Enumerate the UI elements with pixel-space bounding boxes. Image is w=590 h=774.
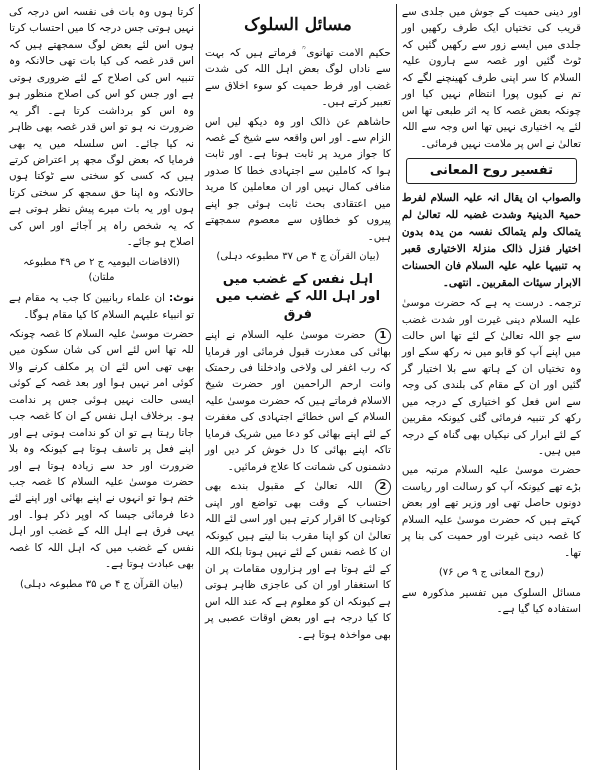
note-label: نوٹ: [168,292,194,305]
paragraph-1: حکیم الامت تھانوی ؒ فرماتے ہیں کہ بہت سے ناداں لوگ بعض اہل اللہ کی شدت غضب اور فرط حمیت کو سوء اخلاق سے تعبیر کرتے ہیں۔ [204,46,391,109]
reference: (بیان القرآن ج ۴ ص ۳۷ مطبوعہ دہلی) [216,251,380,263]
paragraph-2: حضرت موسیٰ علیہ السلام کا غصہ چونکہ للہ تھا اس لئے اس کی شان سکون میں بھی تھی اس لئے ان پر مکلف کرنے والا کوئی امر نہیں ہوا اور بعد غصہ کے کوئی ایسی حالت نہیں ہوئی جس پر ندامت ہو۔ برخلاف اہل نفس کے ان کا غصہ جب جاتا رہتا ہے تو ان کو ندامت ہوتی ہے اور اپنے فعل پر تاسف ہوتا ہے کیونکہ وہ بلا ضرورت اور حد سے زیادہ ہوتا ہے اور حضرت موسیٰ علیہ السلام کا غصہ جب ختم ہوا تو انہوں نے اپنے بھائی اور اپنے لئے دعا فرمائی جیسا کہ اوپر ذکر ہوا۔ اور یہی فرق ہے اہل اللہ کے غضب اور اہل نفس کے غضب میں کہ اہل اللہ کا غصہ بھی عبادت ہوتا ہے۔ [9,328,194,571]
point-1-text: حضرت موسیٰ علیہ السلام نے اپنے بھائی کی معذرت قبول فرمائی اور فرمایا کہ رب اغفر لی ولاخی وادخلنا فی رحمتک وانت ارحم الراحمین اور حضرت شیخ الاسلام فرماتے ہیں کہ حضرت موسیٰ علیہ السلام کے اس خطائے اجتہادی کی مغفرت کے لئے اپنے بھائی کو دعا میں شریک فرمایا تاکہ اپنے بھائی کا دل خوش کر دیں اور دشمنوں کی شماتت کا علاج فرمائیں۔ [204,328,391,473]
left-column [4,4,199,770]
paragraph-2: حاشاھم عن ذالک اور وہ دیکھ لیں اس الزام سے۔ اور اس واقعہ سے شیخ کے غصہ کا جواز مرید پر ثابت ہوتا ہے۔ اور ثابت ہوا کہ کاملین سے اجتہادی خطا کا صدور منافی کمال نہیں اور ان معاملین کا مرید میں اعتقادی بحث ثابت ہوئی جو اپنے پیروں کو خطاؤں سے معصوم سمجھتے ہیں۔ [204,115,391,243]
reference-2: (بیان القرآن ج ۴ ص ۳۵ مطبوعہ دہلی) [20,578,183,590]
right-column [397,4,586,770]
intro-paragraph: اور دینی حمیت کے جوش میں جلدی سے قریب کی تختیاں ایک طرف رکھیں اور جلدی میں ایسے زور سے رکھیں گئیں کہ ٹوٹ گئیں اور غصہ سے ہارون علیہ السلام کا سر اپنی طرف کھینچنے لگے کہ تم نے کیوں پورا انتظام نہیں کیا اور چونکہ بعض غصہ کا یہ اثر طبعی تھا اس لئے یہ اختیاری نہیں تھا اس وجہ سے اللہ تعالیٰ نے اس پر ملامت نہیں فرمائی۔ [401,6,581,150]
note-text: ان علماء ربانیین کا جب یہ مقام ہے تو انبیاء علیہم السلام کا کیا مقام ہوگا۔ [9,292,194,321]
paragraph-1: کرتا ہوں وہ بات فی نفسہ اس درجہ کی نہیں ہوتی جس درجہ کا میں احتساب کرتا ہوں اس لئے بعض لوگ سمجھتے ہیں کہ اس قدر غصہ کی کیا بات تھی حالانکہ وہ تنبیہ اس کی اصلاح کے لئے ضروری ہوتی ہے اور جس کو اس کی اصلاح منظور ہو وہ اس کو برداشت کرتا ہے۔ اگر یہ ضرورت نہ ہو تو اس قدر غصہ بھی ظاہر نہ کیا جائے۔ اس سلسلہ میں یہ بھی فرمایا کہ بعض لوگ مجھ پر اعتراض کرتے ہیں کہ کسی کو سختی سے ٹوکتا ہوں حالانکہ وہ اپنا حق سمجھ کر سختی کرتا ہوں اور یہ بات میرے پیش نظر ہوتی ہے کہ یہ شخص راہ پر آجائے اور اس کی اصلاح ہو جائے۔ [9,6,194,249]
translation-paragraph: ترجمہ۔ درست یہ ہے کہ حضرت موسیٰ علیہ السلام دینی غیرت اور شدت غضب سے جو اللہ تعالیٰ کے لئے تھا اس حالت میں اپنے آپ کو قابو میں نہ رکھ سکے اور وہ تختیاں ان کے ہاتھ سے بلا اختیار گر گئیں اور ان کے مقام کی بلندی کی وجہ سے اس فعل کو اختیاری کے درجہ میں رکھ کر تنبیہ فرمائی گئی کیونکہ مقربین کے لئے ابرار کی نیکیاں بھی گناہ کے درجہ میں ہیں۔ [401,297,581,458]
section-title-line-2: اور اہل اللہ کے غضب میں فرق [215,289,381,322]
tafseer-heading: تفسیر روح المعانی [406,158,577,185]
closing-paragraph: مسائل السلوک میں تفسیر مذکورہ سے استفادہ کیا گیا ہے۔ [401,586,581,616]
point-2 [205,478,391,643]
point-number-2: 2 [375,479,391,495]
reference: (روح المعانی ج ۹ ص ۷۶) [438,567,544,579]
paragraph-2: حضرت موسیٰ علیہ السلام مرتبہ میں بڑے تھے کیونکہ آپ کو رسالت اور ریاست دونوں حاصل تھی اور وزیر تھے اور بعض کہتے ہیں کہ حضرت موسیٰ علیہ السلام کا غصہ دینی غیرت اور حمیت کی بنا پر تھا۔ [401,464,581,559]
middle-column [199,4,397,770]
section-title-line-1: اہل نفس کے غضب میں [222,271,373,287]
point-number-1: 1 [375,328,391,344]
point-2-text: اللہ تعالیٰ کے مقبول بندے بھی احتساب کے وقت بھی تواضع اور اپنی کوتاہی کا اقرار کرتے ہیں اور اسی لئے اللہ تعالیٰ ان کو اپنا مقرب بنا لیتے ہیں کیونکہ ان کا غصہ نفس کے لئے نہیں ہوتا بلکہ اللہ کے لئے ہوتا ہے اور ہزاروں مقامات پر ان کا استغفار اور ان کی عاجزی ظاہر ہوتی ہے کیونکہ ان کو معلوم ہے کہ عند اللہ اس کا کیا درجہ ہے اور بعض اوقات عصبی پر بھی مواخذہ ہوتا ہے۔ [204,480,391,641]
arabic-quote: والصواب ان یقال انہ علیہ السلام لفرط حمیۃ الدینیۃ وشدت غضبہ للہ تعالیٰ لم یتمالک ولم یتمالک نفسہ من یدہ بدون اختیار فنزل ذالک منزلۃ الاختیاری قعبر بہ تنبیہا علیہ علیہ السلام فان الحسنات الابرار سیئات المقربین۔ انتھی۔ [401,192,581,290]
section-title [205,271,391,324]
reference-1: (الافاضات الیومیہ ج ۲ ص ۴۹ مطبوعہ ملتان) [23,256,180,284]
page-title: مسائل السلوک [244,15,352,35]
note [9,290,194,323]
point-1 [205,327,391,476]
